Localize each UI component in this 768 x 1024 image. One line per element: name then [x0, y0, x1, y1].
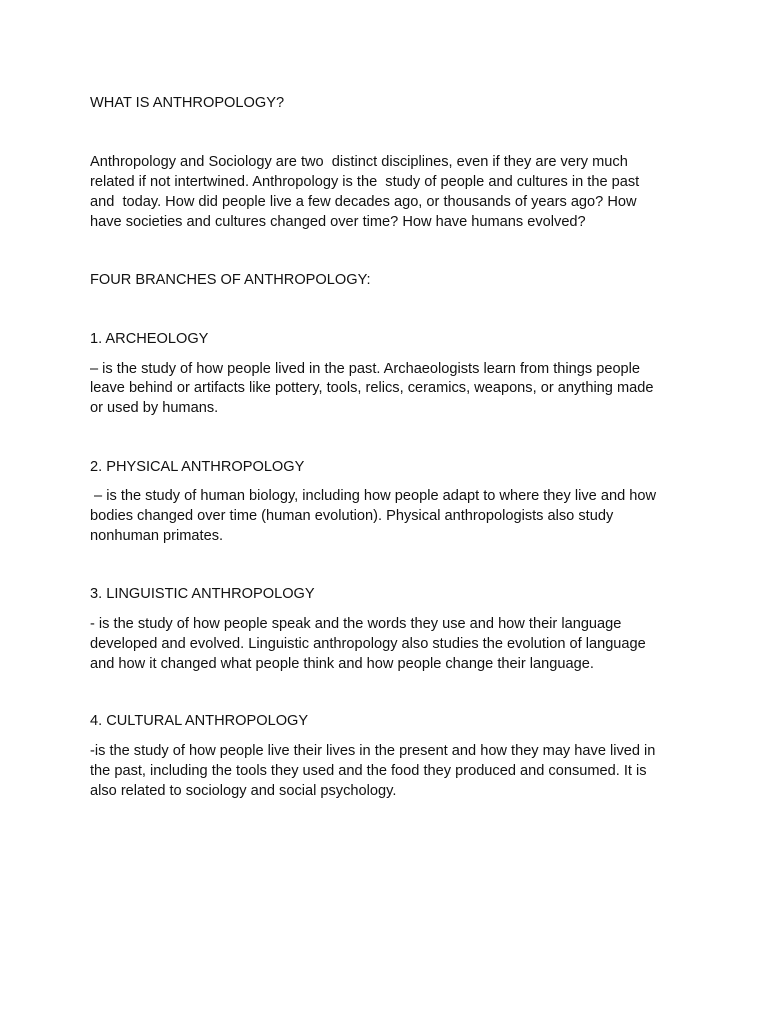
- section-heading: 4. CULTURAL ANTHROPOLOGY: [90, 713, 309, 729]
- section-line: the past, including the tools they used and the food they produced and consumed. It is: [90, 763, 647, 779]
- intro-line: have societies and cultures changed over time? How have humans evolved?: [90, 214, 586, 230]
- section-line: and how it changed what people think and how people change their language.: [90, 656, 594, 672]
- section-line: - is the study of how people speak and the words they use and how their language: [90, 616, 622, 632]
- section-heading: 2. PHYSICAL ANTHROPOLOGY: [90, 459, 305, 475]
- intro-line: Anthropology and Sociology are two distinct disciplines, even if they are very much: [90, 154, 628, 170]
- section-line: nonhuman primates.: [90, 528, 224, 544]
- section-line: or used by humans.: [90, 400, 219, 416]
- section-heading: 3. LINGUISTIC ANTHROPOLOGY: [90, 586, 315, 602]
- intro-line: related if not intertwined. Anthropology is the study of people and cultures in the past: [90, 174, 640, 190]
- section-line: – is the study of human biology, including how people adapt to where they live and how: [90, 488, 657, 504]
- intro-line: and today. How did people live a few decades ago, or thousands of years ago? How: [90, 194, 637, 210]
- section-line: leave behind or artifacts like pottery, tools, relics, ceramics, weapons, or anything made: [90, 380, 654, 396]
- section-line: -is the study of how people live their lives in the present and how they may have lived in: [90, 743, 656, 759]
- section-heading: 1. ARCHEOLOGY: [90, 331, 209, 347]
- document-title: WHAT IS ANTHROPOLOGY?: [90, 95, 285, 111]
- section-line: bodies changed over time (human evolution). Physical anthropologists also study: [90, 508, 614, 524]
- section-line: developed and evolved. Linguistic anthropology also studies the evolution of language: [90, 636, 646, 652]
- section-line: also related to sociology and social psychology.: [90, 783, 397, 799]
- branches-heading: FOUR BRANCHES OF ANTHROPOLOGY:: [90, 272, 371, 288]
- section-line: – is the study of how people lived in the past. Archaeologists learn from things people: [90, 361, 641, 377]
